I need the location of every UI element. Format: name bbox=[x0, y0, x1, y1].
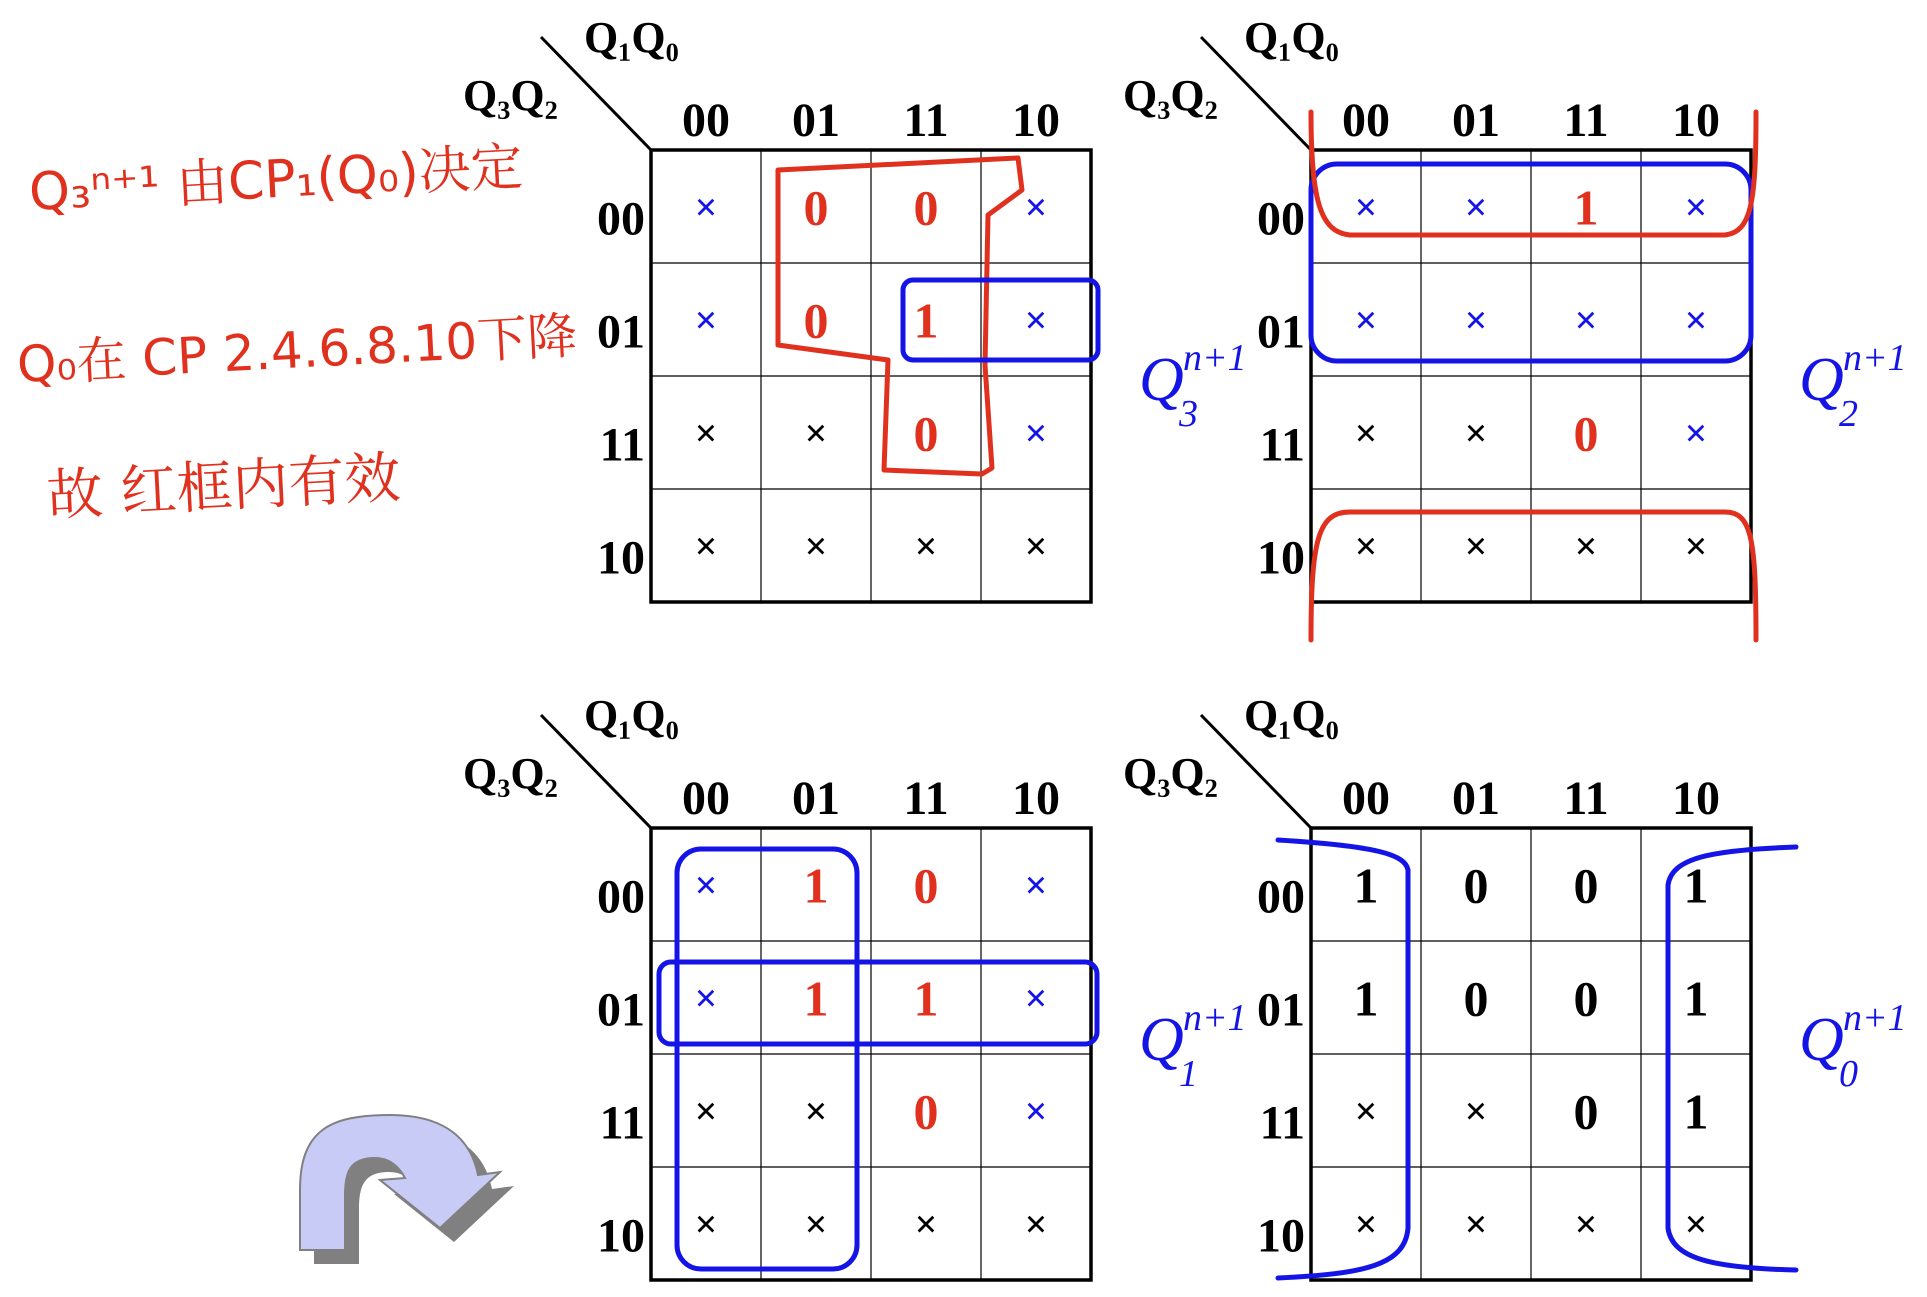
column-header: 01 bbox=[1452, 94, 1500, 147]
kmap-cell: × bbox=[1354, 1088, 1378, 1134]
kmap-cell: 0 bbox=[1573, 857, 1599, 914]
kmap-cell: × bbox=[804, 410, 828, 456]
kmap-cell: 0 bbox=[1463, 857, 1489, 914]
kmap-cell: 1 bbox=[913, 970, 939, 1027]
column-header: 00 bbox=[1342, 772, 1390, 825]
column-header: 00 bbox=[682, 94, 730, 147]
column-header: 11 bbox=[1563, 94, 1609, 147]
row-header: 01 bbox=[1257, 983, 1305, 1037]
kmap-cell: × bbox=[914, 1201, 938, 1247]
kmap-cell: × bbox=[804, 1201, 828, 1247]
kmap-cell: × bbox=[804, 523, 828, 569]
output-label-subscript: 2 bbox=[1839, 393, 1858, 435]
kmap-cell: × bbox=[1464, 410, 1488, 456]
kmap-cell: × bbox=[1684, 297, 1708, 343]
kmap-cell: 1 bbox=[1683, 1083, 1709, 1140]
output-label-q2 bbox=[1799, 337, 1907, 435]
kmap-cell: × bbox=[694, 1088, 718, 1134]
kmap-cell: × bbox=[1464, 1088, 1488, 1134]
kmap-cell: × bbox=[1464, 184, 1488, 230]
output-label-superscript: n+1 bbox=[1843, 997, 1907, 1039]
row-header: 10 bbox=[597, 1209, 645, 1263]
output-label-base: Q bbox=[1799, 1006, 1844, 1074]
row-header: 10 bbox=[597, 531, 645, 585]
row-variables-label: Q₃Q₂ bbox=[463, 71, 558, 120]
row-header: 00 bbox=[597, 192, 645, 246]
column-header: 11 bbox=[1563, 772, 1609, 825]
row-variables-label: Q₃Q₂ bbox=[1123, 749, 1218, 798]
output-label-subscript: 1 bbox=[1179, 1053, 1198, 1095]
output-label-q1 bbox=[1139, 997, 1247, 1095]
row-header: 11 bbox=[599, 418, 645, 472]
row-header: 11 bbox=[1259, 418, 1305, 472]
row-header: 01 bbox=[597, 305, 645, 359]
column-header: 11 bbox=[903, 772, 949, 825]
kmap-cell: 0 bbox=[1573, 1083, 1599, 1140]
row-header: 10 bbox=[1257, 1209, 1305, 1263]
column-header: 10 bbox=[1672, 772, 1720, 825]
kmap-cell: × bbox=[694, 862, 718, 908]
column-header: 10 bbox=[1012, 94, 1060, 147]
row-header: 00 bbox=[1257, 192, 1305, 246]
kmap-q0 bbox=[1123, 691, 1907, 1280]
kmap-cell: 0 bbox=[803, 179, 829, 236]
kmap-cell: × bbox=[1024, 297, 1048, 343]
kmap-cell: 0 bbox=[913, 857, 939, 914]
kmap-cell: × bbox=[1684, 523, 1708, 569]
kmap-cell: × bbox=[1024, 523, 1048, 569]
annotation-note-line: Q₀在 CP 2.4.6.8.10下降 bbox=[15, 306, 579, 394]
kmap-cell: × bbox=[1024, 410, 1048, 456]
kmap-cell: × bbox=[694, 297, 718, 343]
kmap-cell: × bbox=[694, 1201, 718, 1247]
annotation-note-line: Q₃ⁿ⁺¹ 由CP₁(Q₀)决定 bbox=[27, 137, 525, 223]
kmap-cell: × bbox=[1024, 862, 1048, 908]
kmap-cell: × bbox=[1024, 1201, 1048, 1247]
return-arrow-icon[interactable] bbox=[300, 1115, 514, 1264]
kmap-cell: × bbox=[1574, 297, 1598, 343]
kmap-cell: 1 bbox=[1573, 179, 1599, 236]
output-label-superscript: n+1 bbox=[1183, 337, 1247, 379]
kmap-cell: × bbox=[694, 523, 718, 569]
kmap-cell: × bbox=[1684, 184, 1708, 230]
column-variables-label: Q₁Q₀ bbox=[1244, 13, 1339, 62]
column-variables-label: Q₁Q₀ bbox=[1244, 691, 1339, 740]
kmap-cell: × bbox=[1574, 523, 1598, 569]
kmap-cell: 1 bbox=[803, 970, 829, 1027]
row-header: 00 bbox=[597, 870, 645, 924]
kmap-cell: 0 bbox=[1573, 970, 1599, 1027]
kmap-cell: × bbox=[1354, 297, 1378, 343]
kmap-cell: × bbox=[1024, 1088, 1048, 1134]
output-label-base: Q bbox=[1139, 1006, 1184, 1074]
kmap-cell: 0 bbox=[913, 1083, 939, 1140]
kmap-cell: 0 bbox=[1463, 970, 1489, 1027]
row-header: 11 bbox=[599, 1096, 645, 1150]
row-header: 01 bbox=[597, 983, 645, 1037]
column-header: 01 bbox=[1452, 772, 1500, 825]
kmap-cell: 1 bbox=[913, 292, 939, 349]
kmap-cell: × bbox=[694, 410, 718, 456]
kmap-cell: 1 bbox=[1683, 857, 1709, 914]
column-variables-label: Q₁Q₀ bbox=[584, 691, 679, 740]
kmap-cell: × bbox=[1464, 523, 1488, 569]
kmap-cell: × bbox=[804, 1088, 828, 1134]
column-header: 00 bbox=[682, 772, 730, 825]
kmap-cell: 1 bbox=[803, 857, 829, 914]
kmap-cell: × bbox=[1024, 975, 1048, 1021]
row-variables-label: Q₃Q₂ bbox=[1123, 71, 1218, 120]
output-label-q3 bbox=[1139, 337, 1247, 435]
kmap-cell: × bbox=[1024, 184, 1048, 230]
kmap-cell: × bbox=[1354, 1201, 1378, 1247]
row-header: 01 bbox=[1257, 305, 1305, 359]
kmap-cell: 0 bbox=[1573, 405, 1599, 462]
kmap-cell: 0 bbox=[803, 292, 829, 349]
output-label-base: Q bbox=[1799, 346, 1844, 414]
column-header: 01 bbox=[792, 772, 840, 825]
output-label-base: Q bbox=[1139, 346, 1184, 414]
row-header: 00 bbox=[1257, 870, 1305, 924]
kmap-cell: × bbox=[1464, 297, 1488, 343]
kmap-cell: × bbox=[1574, 1201, 1598, 1247]
kmap-cell: × bbox=[1354, 410, 1378, 456]
kmap-cell: 0 bbox=[913, 179, 939, 236]
kmap-cell: × bbox=[914, 523, 938, 569]
kmap-cell: × bbox=[1684, 410, 1708, 456]
column-header: 10 bbox=[1012, 772, 1060, 825]
row-header: 10 bbox=[1257, 531, 1305, 585]
kmap-cell: 0 bbox=[913, 405, 939, 462]
output-label-subscript: 0 bbox=[1839, 1053, 1858, 1095]
kmap-cell: 1 bbox=[1353, 857, 1379, 914]
column-header: 00 bbox=[1342, 94, 1390, 147]
kmap-cell: × bbox=[694, 975, 718, 1021]
kmap-cell: × bbox=[694, 184, 718, 230]
kmap-cell: 1 bbox=[1353, 970, 1379, 1027]
row-variables-label: Q₃Q₂ bbox=[463, 749, 558, 798]
kmap-cell: × bbox=[1354, 523, 1378, 569]
annotation-note-line: 故 红框内有效 bbox=[45, 445, 403, 529]
kmap-cell: 1 bbox=[1683, 970, 1709, 1027]
column-header: 01 bbox=[792, 94, 840, 147]
output-label-superscript: n+1 bbox=[1843, 337, 1907, 379]
column-header: 10 bbox=[1672, 94, 1720, 147]
kmap-cell: × bbox=[1464, 1201, 1488, 1247]
kmap-cell: × bbox=[1684, 1201, 1708, 1247]
output-label-q0 bbox=[1799, 997, 1907, 1095]
column-variables-label: Q₁Q₀ bbox=[584, 13, 679, 62]
row-header: 11 bbox=[1259, 1096, 1305, 1150]
column-header: 11 bbox=[903, 94, 949, 147]
output-label-subscript: 3 bbox=[1179, 393, 1198, 435]
kmap-cell: × bbox=[1354, 184, 1378, 230]
output-label-superscript: n+1 bbox=[1183, 997, 1247, 1039]
